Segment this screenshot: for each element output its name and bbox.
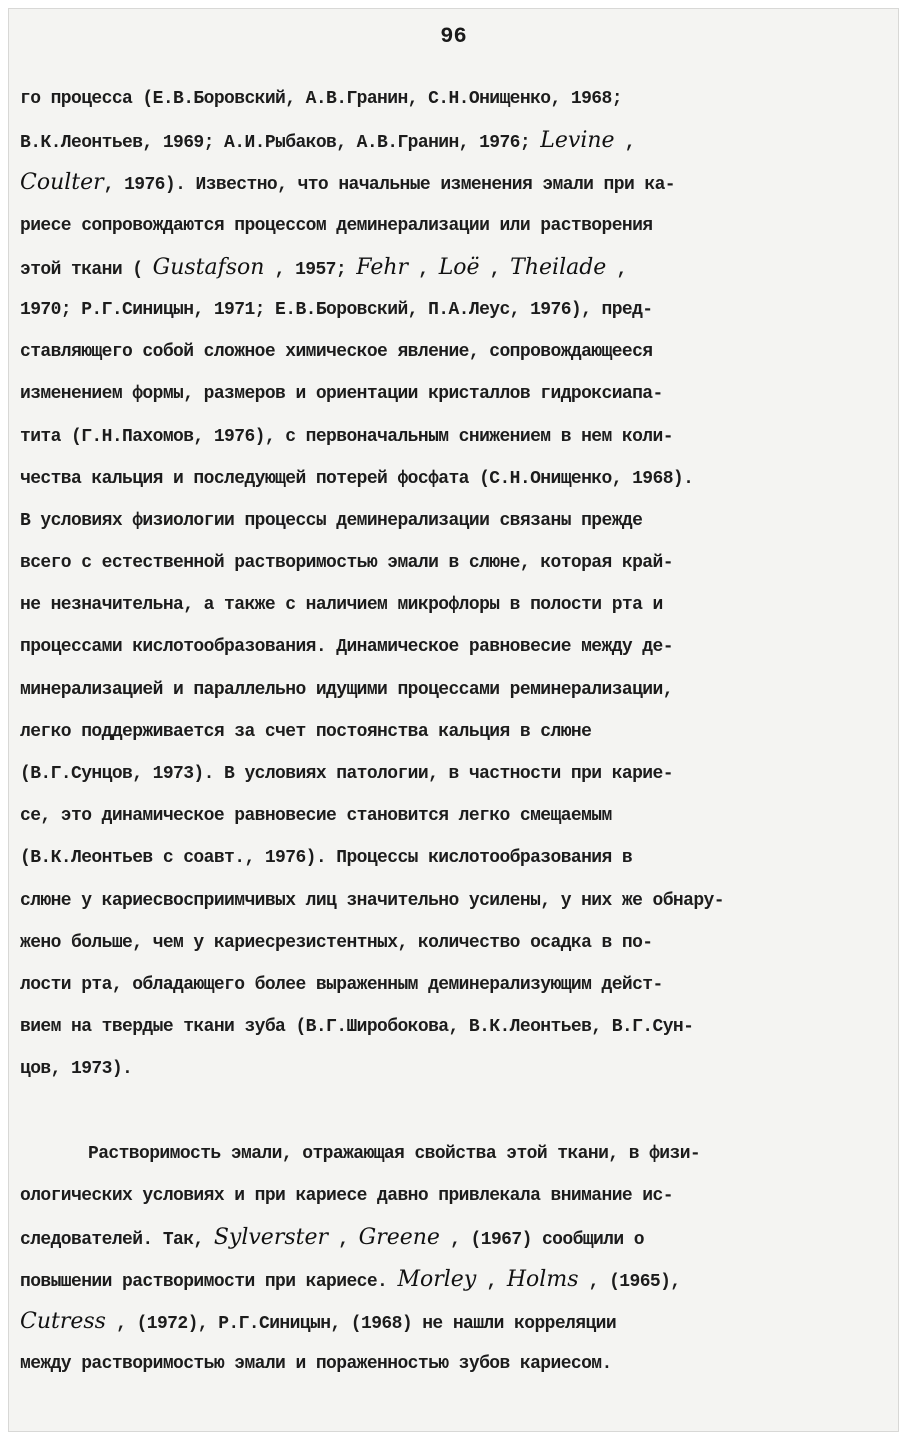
text-line: В условиях физиологии процессы деминерализации связаны прежде (20, 510, 643, 531)
text-segment: , 1976). Известно, что начальные изменения эмали при ка- (103, 175, 675, 196)
text-line: изменением формы, размеров и ориентации кристаллов гидроксиапа- (20, 384, 663, 405)
page-number: 96 (440, 24, 467, 49)
handwritten-author-name: Levine (540, 128, 615, 154)
text-line (20, 1217, 880, 1259)
text-line: (В.К.Леонтьев с соавт., 1976). Процессы кислотообразования в (20, 848, 633, 869)
text-line (20, 1301, 880, 1343)
text-line (20, 120, 880, 162)
text-line: Растворимость эмали, отражающая свойства этой ткани, в физи- (88, 1143, 701, 1164)
handwritten-author-name: Morley (397, 1267, 477, 1293)
text-line: слюне у кариесвосприимчивых лиц значительно усилены, у них же обнару- (20, 890, 724, 911)
text-segment: , (1967) сообщили о (439, 1229, 644, 1250)
text-segment: , 1957; (264, 259, 357, 280)
text-line (20, 162, 880, 204)
text-line: жено больше, чем у кариесрезистентных, количество осадка в по- (20, 932, 653, 953)
text-segment: , (606, 259, 627, 280)
text-line: минерализацией и параллельно идущими процессами реминерализации, (20, 679, 673, 700)
text-line: чества кальция и последующей потерей фосфата (С.Н.Онищенко, 1968). (20, 468, 694, 489)
text-segment: , (476, 1272, 507, 1293)
text-segment: , (1972), Р.Г.Синицын, (1968) не нашли корреляции (105, 1314, 617, 1335)
paragraph-2 (20, 1133, 880, 1386)
text-line: легко поддерживается за счет постоянства кальция в слюне (20, 721, 592, 742)
handwritten-author-name: Loë (438, 254, 480, 280)
text-line: 1970; Р.Г.Синицын, 1971; Е.В.Боровский, П.А.Леус, 1976), пред- (20, 299, 653, 320)
handwritten-author-name: Gustafson (152, 254, 265, 280)
handwritten-author-name: Cutress (20, 1309, 106, 1335)
text-line: между растворимостью эмали и пораженностью зубов кариесом. (20, 1354, 612, 1375)
text-segment: следователей. Так, (20, 1229, 214, 1250)
text-line: всего с естественной растворимостью эмали в слюне, которая край- (20, 553, 673, 574)
text-segment: , (1965), (578, 1272, 681, 1293)
text-line: тита (Г.Н.Пахомов, 1976), с первоначальным снижением в нем коли- (20, 426, 673, 447)
text-line: цов, 1973). (20, 1059, 133, 1080)
text-segment: этой ткани ( (20, 259, 153, 280)
text-line (20, 247, 880, 289)
handwritten-author-name: Greene (358, 1224, 440, 1250)
text-line: риесе сопровождаются процессом деминерализации или растворения (20, 215, 653, 236)
handwritten-author-name: Coulter (20, 170, 104, 196)
text-line: процессами кислотообразования. Динамическое равновесие между де- (20, 637, 673, 658)
text-line (20, 1259, 880, 1301)
text-line: ологических условиях и при кариесе давно привлекала внимание ис- (20, 1185, 673, 1206)
handwritten-author-name: Sylverster (213, 1224, 329, 1250)
handwritten-author-name: Fehr (356, 254, 409, 280)
text-segment: , (614, 133, 635, 154)
paragraph-gap (20, 1091, 880, 1133)
document-body (20, 78, 880, 1386)
text-segment: , (328, 1229, 359, 1250)
text-line: (В.Г.Сунцов, 1973). В условиях патологии, в частности при карие- (20, 764, 673, 784)
text-segment: , (408, 259, 439, 280)
text-segment: В.К.Леонтьев, 1969; А.И.Рыбаков, А.В.Гранин, 1976; (20, 133, 541, 154)
paragraph-1 (20, 78, 880, 1091)
handwritten-author-name: Theilade (510, 254, 607, 280)
text-line: лости рта, обладающего более выраженным деминерализующим дейст- (20, 974, 663, 995)
text-line: не незначительна, а также с наличием микрофлоры в полости рта и (20, 595, 663, 616)
text-line: ставляющего собой сложное химическое явление, сопровождающееся (20, 342, 653, 363)
text-line: вием на твердые ткани зуба (В.Г.Широбокова, В.К.Леонтьев, В.Г.Сун- (20, 1017, 694, 1038)
text-segment: , (479, 259, 511, 280)
text-line: се, это динамическое равновесие становится легко смещаемым (20, 806, 612, 827)
handwritten-author-name: Holms (506, 1267, 579, 1293)
text-line: го процесса (Е.В.Боровский, А.В.Гранин, С.Н.Онищенко, 1968; (20, 89, 622, 109)
text-segment: повышении растворимости при кариесе. (20, 1272, 398, 1293)
